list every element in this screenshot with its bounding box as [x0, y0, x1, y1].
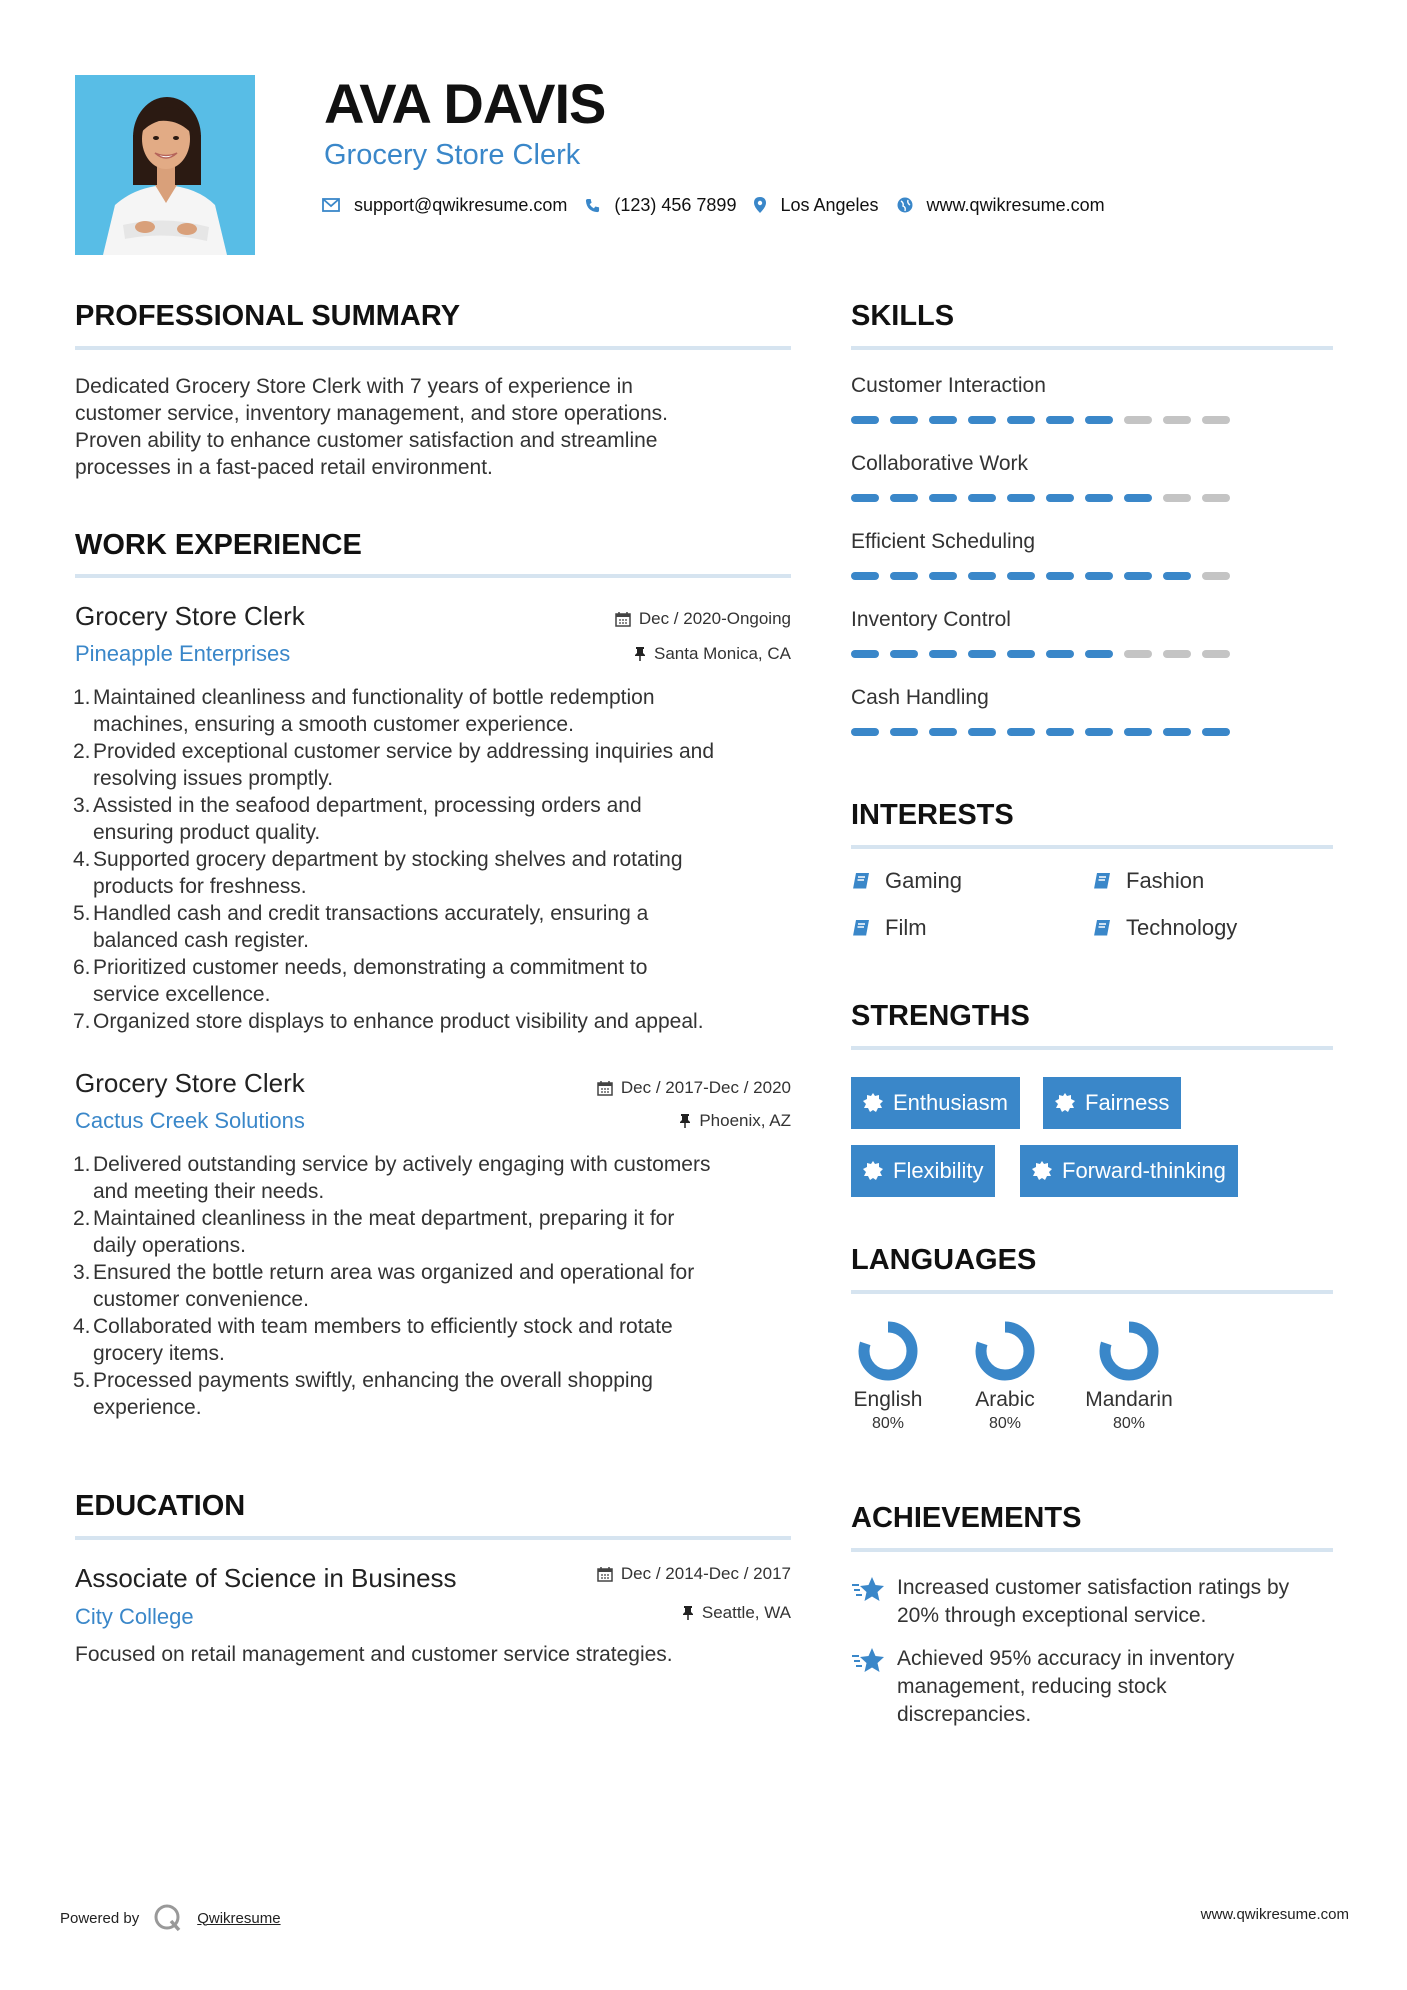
skill-dash-filled [890, 728, 918, 736]
skill-dash-filled [890, 494, 918, 502]
powered-by-label: Powered by [60, 1909, 140, 1927]
company-name: Pineapple Enterprises [75, 641, 291, 666]
skill-dash-filled [968, 494, 996, 502]
skill-item [851, 451, 1230, 502]
star-icon [851, 1647, 885, 1675]
profile-photo [75, 75, 255, 255]
footer-website[interactable]: www.qwikresume.com [1200, 1906, 1349, 1923]
skill-dash-empty [1202, 416, 1230, 424]
language-percent: 80% [1112, 1415, 1146, 1432]
list-item: 2. Provided exceptional customer service by addressing inquiries and resolving issues promptly. [73, 740, 714, 790]
skill-dash-empty [1124, 416, 1152, 424]
skill-name: Customer Interaction [851, 374, 1046, 397]
strength-chip: Forward-thinking [1020, 1145, 1238, 1197]
skill-dash-empty [1163, 416, 1191, 424]
job-title: Grocery Store Clerk [75, 601, 305, 631]
language-item [955, 1319, 1055, 1435]
summary-text: Dedicated Grocery Store Clerk with 7 years of experience in customer service, inventory management, and store operations. Proven ability to enhance customer satisfaction and streamline processes in a fast-paced retail environment. [75, 375, 668, 479]
skill-dash-filled [1085, 728, 1113, 736]
skill-dash-filled [1085, 494, 1113, 502]
job-bullets [75, 684, 809, 1035]
list-item: 1. Delivered outstanding service by actively engaging with customers and meeting their needs. [73, 1153, 711, 1203]
book-icon [851, 918, 871, 938]
skill-dash-filled [1085, 650, 1113, 658]
skill-dash-filled [1007, 494, 1035, 502]
skill-name: Efficient Scheduling [851, 530, 1036, 553]
language-percent: 80% [988, 1415, 1022, 1432]
skill-dash-filled [1007, 572, 1035, 580]
skill-level-bar [851, 728, 1230, 736]
skill-dash-filled [851, 494, 879, 502]
globe-icon [897, 197, 913, 213]
phone-text: (123) 456 7899 [614, 194, 737, 215]
section-divider [75, 346, 791, 350]
strengths-heading: STRENGTHS [851, 1000, 1030, 1032]
skill-dash-filled [1046, 416, 1074, 424]
list-item: 5. Processed payments swiftly, enhancing the overall shopping experience. [73, 1369, 653, 1419]
achievements-heading: ACHIEVEMENTS [851, 1502, 1082, 1534]
skill-name: Inventory Control [851, 608, 1011, 631]
language-ring [1097, 1319, 1161, 1383]
language-ring-arc [1105, 1327, 1153, 1375]
skill-dash-filled [1124, 728, 1152, 736]
skill-dash-filled [1163, 572, 1191, 580]
list-item: 5. Handled cash and credit transactions accurately, ensuring a balanced cash register. [73, 902, 649, 952]
section-divider [851, 1046, 1333, 1050]
language-name: English [853, 1388, 923, 1411]
strength-chip: Flexibility [851, 1145, 995, 1197]
skill-dash-filled [1046, 728, 1074, 736]
job-dates: Dec / 2020-Ongoing [615, 609, 791, 629]
job-dates: Dec / 2017-Dec / 2020 [597, 1078, 791, 1098]
calendar-icon [597, 1080, 613, 1096]
language-percent: 80% [871, 1415, 905, 1432]
education-location: Seattle, WA [682, 1603, 791, 1623]
skill-level-bar [851, 650, 1230, 658]
skill-dash-filled [1046, 650, 1074, 658]
phone-icon [585, 198, 600, 213]
language-name: Arabic [975, 1388, 1035, 1411]
list-item: 3. Assisted in the seafood department, processing orders and ensuring product quality. [73, 794, 642, 844]
skill-dash-filled [1007, 416, 1035, 424]
experience-heading: WORK EXPERIENCE [75, 529, 362, 561]
section-divider [75, 574, 791, 578]
skill-dash-filled [929, 494, 957, 502]
skill-dash-filled [1085, 572, 1113, 580]
education-dates: Dec / 2014-Dec / 2017 [597, 1564, 791, 1584]
contact-website[interactable] [897, 195, 1105, 216]
candidate-title: Grocery Store Clerk [324, 139, 581, 171]
skill-dash-filled [929, 416, 957, 424]
pushpin-icon [634, 646, 646, 662]
language-ring [856, 1319, 920, 1383]
skill-dash-filled [890, 572, 918, 580]
section-divider [75, 1536, 791, 1540]
skill-name: Cash Handling [851, 686, 989, 709]
interests-heading: INTERESTS [851, 799, 1014, 831]
email-text: support@qwikresume.com [354, 194, 568, 215]
skill-level-bar [851, 416, 1230, 424]
skill-dash-filled [851, 416, 879, 424]
interest-item: Gaming [851, 868, 962, 894]
list-item: 7. Organized store displays to enhance product visibility and appeal. [73, 1010, 704, 1033]
skill-name: Collaborative Work [851, 452, 1029, 475]
skill-dash-filled [968, 728, 996, 736]
summary-heading: PROFESSIONAL SUMMARY [75, 300, 461, 332]
badge-icon [863, 1093, 883, 1113]
location-text: Los Angeles [780, 194, 879, 215]
skill-item [851, 373, 1230, 424]
section-divider [851, 1290, 1333, 1294]
achievement-item: Achieved 95% accuracy in inventory management, reducing stock discrepancies. [851, 1645, 1234, 1729]
book-icon [851, 871, 871, 891]
contact-location [754, 195, 878, 216]
skill-dash-filled [1124, 572, 1152, 580]
pushpin-icon [682, 1605, 694, 1621]
interest-item: Fashion [1092, 868, 1204, 894]
skill-dash-filled [1124, 494, 1152, 502]
language-item [838, 1319, 938, 1435]
skill-dash-filled [1085, 416, 1113, 424]
language-ring-arc [981, 1327, 1029, 1375]
skill-dash-filled [1163, 728, 1191, 736]
skill-dash-filled [890, 416, 918, 424]
pushpin-icon [679, 1113, 691, 1129]
list-item: 4. Collaborated with team members to efficiently stock and rotate grocery items. [73, 1315, 673, 1365]
book-icon [1092, 871, 1112, 891]
skill-dash-filled [1007, 650, 1035, 658]
skill-dash-filled [851, 650, 879, 658]
company-name: Cactus Creek Solutions [75, 1108, 305, 1133]
skill-dash-filled [1046, 494, 1074, 502]
skill-dash-filled [929, 650, 957, 658]
language-ring-arc [864, 1327, 912, 1375]
interest-item: Technology [1092, 915, 1237, 941]
skill-dash-empty [1124, 650, 1152, 658]
section-divider [851, 346, 1333, 350]
section-divider [851, 1548, 1333, 1552]
skill-dash-filled [968, 416, 996, 424]
skill-dash-filled [968, 572, 996, 580]
skills-heading: SKILLS [851, 300, 955, 332]
skill-dash-filled [929, 572, 957, 580]
badge-icon [863, 1161, 883, 1181]
skill-dash-filled [929, 728, 957, 736]
skill-item [851, 607, 1230, 658]
skill-dash-filled [1202, 728, 1230, 736]
footer-branding [60, 1903, 281, 1933]
list-item: 2. Maintained cleanliness in the meat department, preparing it for daily operations. [73, 1207, 675, 1257]
badge-icon [1055, 1093, 1075, 1113]
job-title: Grocery Store Clerk [75, 1068, 305, 1098]
language-item [1079, 1319, 1179, 1435]
language-ring [973, 1319, 1037, 1383]
map-pin-icon [754, 197, 766, 213]
qwikresume-logo-icon [153, 1903, 183, 1933]
contact-email[interactable] [322, 195, 567, 216]
website-text: www.qwikresume.com [926, 194, 1105, 215]
interest-item: Film [851, 915, 927, 941]
education-heading: EDUCATION [75, 1490, 246, 1522]
skill-item [851, 529, 1230, 580]
brand-link[interactable]: Qwikresume [197, 1909, 281, 1927]
language-name: Mandarin [1085, 1388, 1173, 1411]
job-location: Phoenix, AZ [679, 1111, 791, 1131]
strength-chip: Enthusiasm [851, 1077, 1020, 1129]
contact-bar [322, 192, 1123, 218]
star-icon [851, 1576, 885, 1604]
job-location: Santa Monica, CA [634, 644, 791, 664]
degree-title: Associate of Science in Business [75, 1563, 457, 1593]
skill-dash-filled [851, 572, 879, 580]
skill-item [851, 685, 1230, 736]
skill-dash-empty [1202, 572, 1230, 580]
job-bullets [75, 1151, 809, 1421]
education-description: Focused on retail management and customer service strategies. [75, 1643, 673, 1666]
calendar-icon [615, 611, 631, 627]
skill-dash-empty [1202, 494, 1230, 502]
badge-icon [1032, 1161, 1052, 1181]
calendar-icon [597, 1566, 613, 1582]
contact-phone[interactable] [585, 195, 736, 216]
skill-dash-filled [1007, 728, 1035, 736]
list-item: 3. Ensured the bottle return area was organized and operational for customer convenience. [73, 1261, 695, 1311]
skill-dash-empty [1163, 650, 1191, 658]
candidate-name: AVA DAVIS [324, 72, 606, 135]
skill-dash-empty [1163, 494, 1191, 502]
section-divider [851, 845, 1333, 849]
languages-heading: LANGUAGES [851, 1244, 1037, 1276]
skill-dash-empty [1202, 650, 1230, 658]
list-item: 4. Supported grocery department by stocking shelves and rotating products for freshness. [73, 848, 683, 898]
school-name: City College [75, 1604, 194, 1629]
list-item: 1. Maintained cleanliness and functionality of bottle redemption machines, ensuring a smooth customer experience. [73, 686, 655, 736]
book-icon [1092, 918, 1112, 938]
skill-dash-filled [1046, 572, 1074, 580]
skill-level-bar [851, 572, 1230, 580]
skill-dash-filled [968, 650, 996, 658]
skill-level-bar [851, 494, 1230, 502]
skill-dash-filled [851, 728, 879, 736]
envelope-icon [322, 198, 340, 212]
skill-dash-filled [890, 650, 918, 658]
list-item: 6. Prioritized customer needs, demonstrating a commitment to service excellence. [73, 956, 648, 1006]
strength-chip: Fairness [1043, 1077, 1181, 1129]
achievement-item: Increased customer satisfaction ratings by 20% through exceptional service. [851, 1574, 1289, 1630]
